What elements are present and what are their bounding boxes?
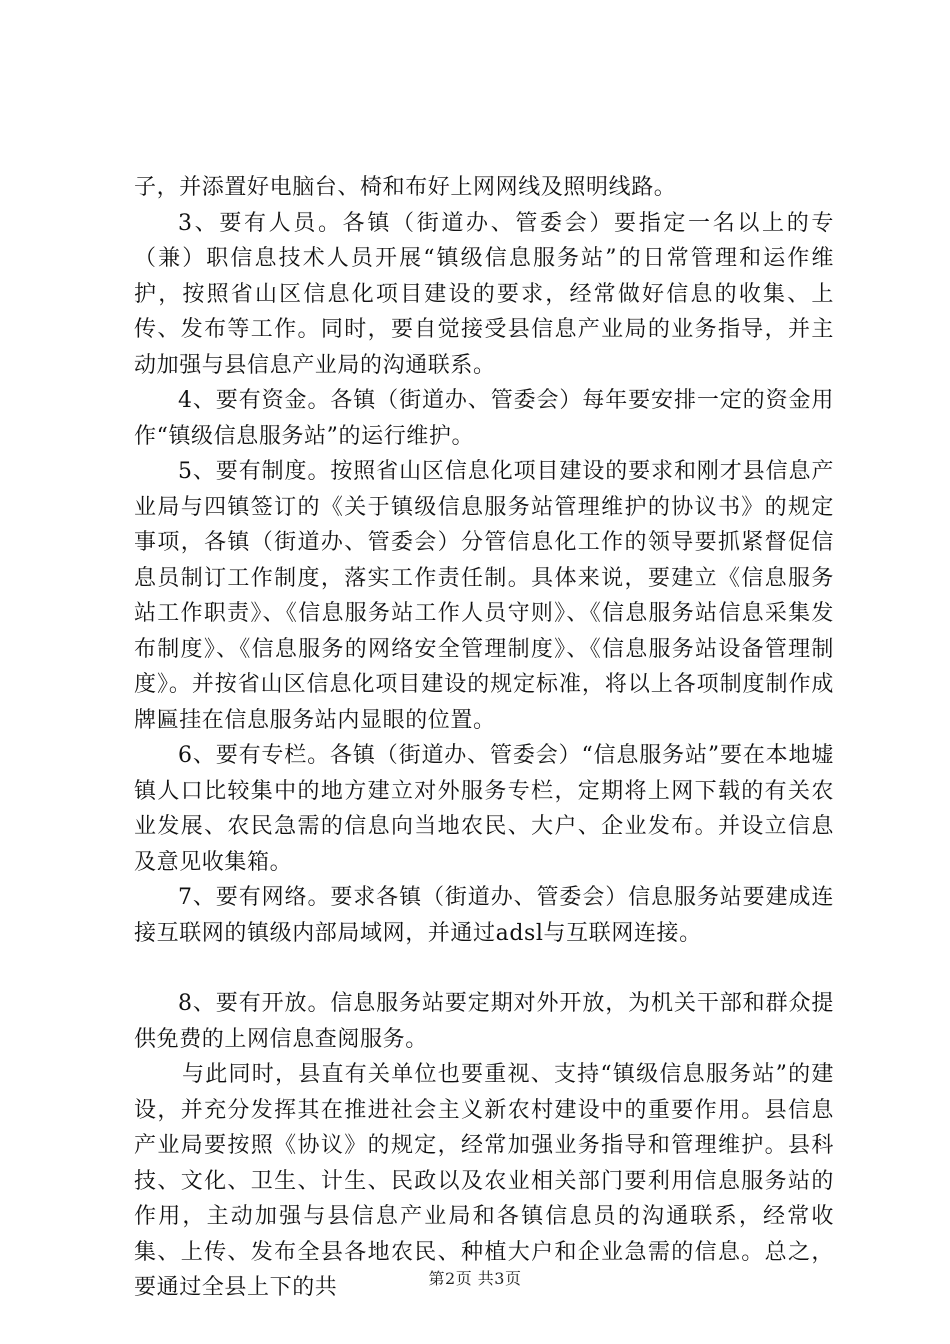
paragraph-meanwhile: 与此同时，县直有关单位也要重视、支持“镇级信息服务站”的建设，并充分发挥其在推进社会主义新农村建设中的重要作用。县信息产业局要按照《协议》的规定，经常加强业务指导和管理维护。县科技、文化、卫生、计生、民政以及农业相关部门要利用信息服务站的作用，主动加强与县信息产业局和各镇信息员的沟通联系，经常收集、上传、发布全县各地农民、种植大户和企业急需的信息。总之，要通过全县上下的共	[134, 1062, 834, 1300]
paragraph-funding: 4、要有资金。各镇（街道办、管委会）每年要安排一定的资金用作“镇级信息服务站”的运行维护。	[134, 388, 834, 449]
paragraph-network: 7、要有网络。要求各镇（街道办、管委会）信息服务站要建成连接互联网的镇级内部局域网，并通过adsl与互联网连接。	[134, 885, 834, 946]
paragraph-personnel: 3、要有人员。各镇（街道办、管委会）要指定一名以上的专（兼）职信息技术人员开展“镇级信息服务站”的日常管理和运作维护，按照省山区信息化项目建设的要求，经常做好信息的收集、上传、发布等工作。同时，要自觉接受县信息产业局的业务指导，并主动加强与县信息产业局的沟通联系。	[134, 210, 834, 378]
document-body	[134, 170, 834, 1306]
paragraph-rules: 5、要有制度。按照省山区信息化项目建设的要求和刚才县信息产业局与四镇签订的《关于镇级信息服务站管理维护的协议书》的规定事项，各镇（街道办、管委会）分管信息化工作的领导要抓紧督促信息员制订工作制度，落实工作责任制。具体来说，要建立《信息服务站工作职责》、《信息服务站工作人员守则》、《信息服务站信息采集发布制度》、《信息服务的网络安全管理制度》、《信息服务站设备管理制度》。并按省山区信息化项目建设的规定标准，将以上各项制度制作成牌匾挂在信息服务站内显眼的位置。	[134, 459, 834, 733]
paragraph-continuation: 子，并添置好电脑台、椅和布好上网网线及照明线路。	[134, 175, 677, 200]
page-footer: 第2页 共3页	[428, 1269, 522, 1288]
paragraph-spacer	[134, 951, 834, 986]
paragraph-open: 8、要有开放。信息服务站要定期对外开放，为机关干部和群众提供免费的上网信息查阅服务。	[134, 991, 834, 1052]
paragraph-column: 6、要有专栏。各镇（街道办、管委会）“信息服务站”要在本地墟镇人口比较集中的地方建立对外服务专栏，定期将上网下载的有关农业发展、农民急需的信息向当地农民、大户、企业发布。并设立信息及意见收集箱。	[134, 743, 834, 875]
